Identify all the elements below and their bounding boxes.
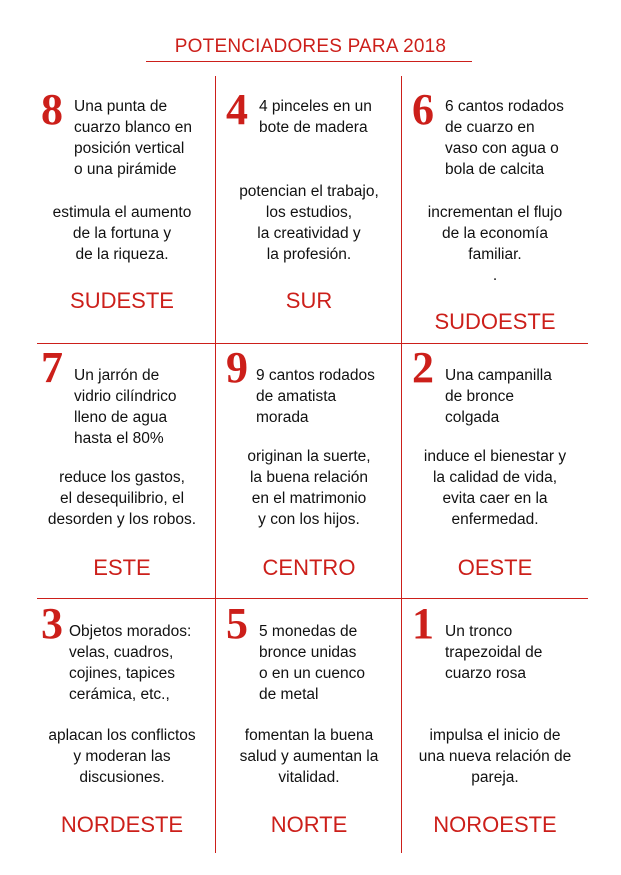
cell-item: Un tronco trapezoidal de cuarzo rosa: [445, 623, 543, 682]
page-title: POTENCIADORES PARA 2018: [174, 36, 447, 57]
cell-item: Una punta de cuarzo blanco en posición vertical o una pirámide: [74, 98, 193, 178]
cell-sudoeste: [402, 80, 588, 338]
cell-direction: SUDESTE: [70, 288, 174, 313]
cell-effect: potencian el trabajo, los estudios, la creatividad y la profesión.: [239, 183, 379, 263]
cell-norte: [216, 599, 402, 857]
cell-nordeste: [29, 599, 215, 857]
cell-item: 9 cantos rodados de amatista morada: [256, 367, 375, 426]
cell-direction: NOROESTE: [433, 812, 557, 837]
cell-direction: OESTE: [457, 555, 533, 580]
cell-number: 1: [412, 599, 434, 648]
cell-noroeste: [402, 599, 588, 857]
cell-item: 6 cantos rodados de cuarzo en vaso con agua o bola de calcita: [445, 98, 564, 178]
cell-effect: induce el bienestar y la calidad de vida, evita caer en la enfermedad.: [423, 448, 567, 528]
cell-effect: incrementan el flujo de la economía familiar. .: [427, 204, 563, 284]
cell-item: 5 monedas de bronce unidas o en un cuenco de metal: [259, 623, 366, 703]
cell-direction: SUR: [285, 288, 333, 313]
cell-number: 6: [412, 85, 434, 134]
cell-direction: CENTRO: [262, 555, 356, 580]
cell-number: 5: [226, 599, 248, 648]
cell-effect: aplacan los conflictos y moderan las discusiones.: [48, 727, 196, 786]
cell-centro: [216, 344, 402, 602]
cell-direction: SUDOESTE: [434, 309, 556, 334]
cell-item: Objetos morados: velas, cuadros, cojines, tapices cerámica, etc.,: [69, 623, 192, 703]
cell-effect: estimula el aumento de la fortuna y de la riqueza.: [52, 204, 192, 263]
cell-number: 9: [226, 343, 248, 392]
cell-number: 3: [41, 599, 63, 648]
title-underline: [146, 61, 472, 62]
cell-sur: [216, 80, 402, 338]
cell-number: 7: [41, 343, 63, 392]
cell-number: 8: [41, 85, 63, 134]
cell-direction: NORDESTE: [60, 812, 184, 837]
cell-este: [29, 344, 215, 602]
cell-item: Una campanilla de bronce colgada: [445, 367, 552, 426]
cell-effect: fomentan la buena salud y aumentan la vitalidad.: [239, 727, 379, 786]
cell-effect: originan la suerte, la buena relación en el matrimonio y con los hijos.: [247, 448, 371, 528]
cell-sudeste: [29, 80, 215, 338]
cell-number: 4: [226, 85, 248, 134]
cell-item: 4 pinceles en un bote de madera: [259, 98, 372, 136]
cell-oeste: [402, 344, 588, 602]
cell-item: Un jarrón de vidrio cilíndrico lleno de agua hasta el 80%: [74, 367, 177, 447]
cell-effect: impulsa el inicio de una nueva relación de pareja.: [418, 727, 572, 786]
cell-effect: reduce los gastos, el desequilibrio, el desorden y los robos.: [47, 469, 197, 528]
cell-number: 2: [412, 343, 434, 392]
cell-direction: ESTE: [93, 555, 151, 580]
cell-direction: NORTE: [270, 812, 348, 837]
